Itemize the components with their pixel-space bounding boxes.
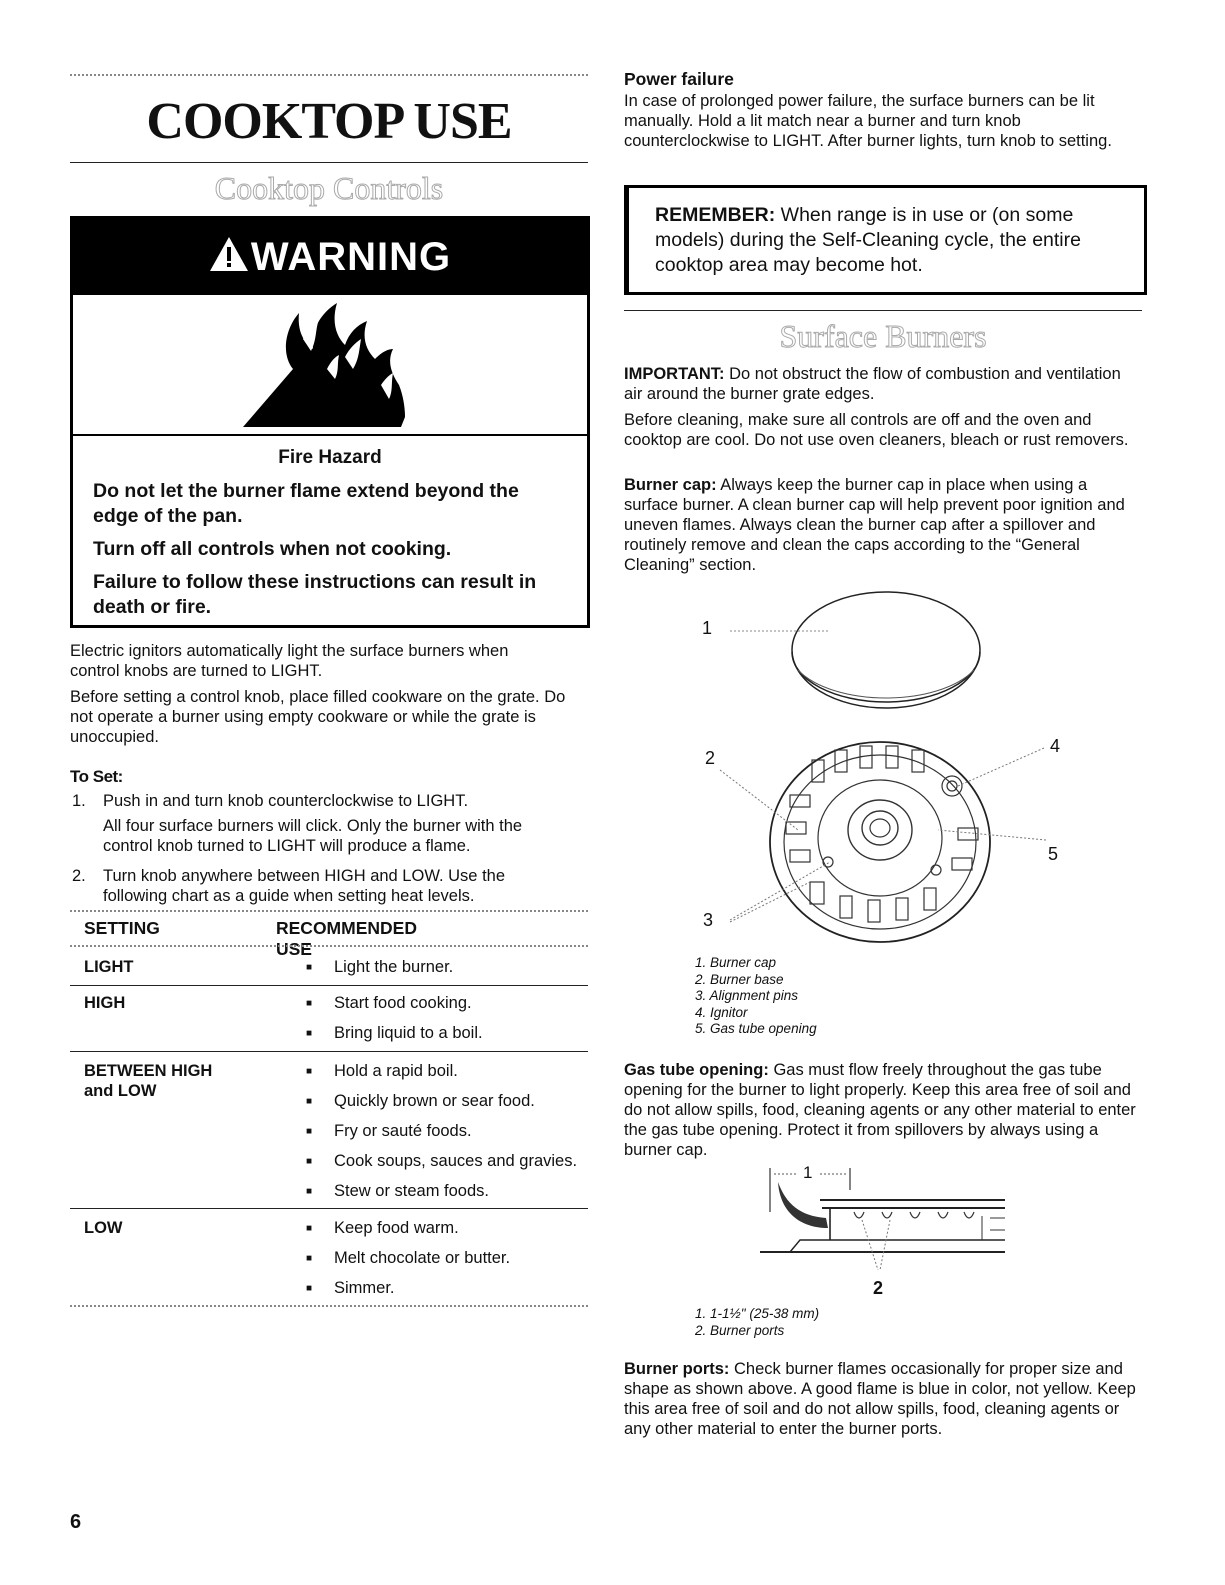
use-item: ■ Light the burner. [306,957,453,987]
fig2-callout-1: 1 [803,1163,813,1182]
remember-box [624,185,1147,295]
before-cleaning-paragraph: Before cleaning, make sure all controls are off and the oven and cooktop are cool. Do not use oven cleaners, bleach or rust removers. [624,411,1129,449]
callout-4: 4 [1050,736,1061,756]
fig2-callout-2: 2 [873,1278,884,1298]
caption-line: 2. Burner base [695,971,784,987]
figure-1-captions [695,955,817,1038]
warning-line-1: Do not let the burner flame extend beyond the edge of the pan. [93,480,519,527]
use-item: ■ Simmer. [306,1278,510,1308]
use-item: ■ Fry or sauté foods. [306,1121,577,1151]
step-2-text: Turn knob anywhere between HIGH and LOW. Use the following chart as a guide when setting heat levels. [103,867,506,905]
burner-cap-label: Burner cap: [624,476,717,494]
page-title: COOKTOP USE [146,93,512,150]
remember-label: REMEMBER: [655,204,776,226]
burner-cap-text: Always keep the burner cap in place when using a surface burner. A clean burner cap will help prevent poor ignition and uneven flames. Always clean the burner cap after a spillover and routinely remove and clean the caps according to the “General Cleaning” section. [624,476,1125,574]
table-row-rule [70,1208,588,1209]
to-set-heading: To Set: [70,767,123,786]
table-header-setting: SETTING [84,918,160,938]
fire-hazard-icon [241,299,421,434]
caption-line: 2. Burner ports [695,1322,785,1338]
warning-banner [73,219,587,295]
recommended-uses [306,1061,577,1211]
use-item: ■ Melt chocolate or butter. [306,1248,510,1278]
callout-3: 3 [703,910,714,930]
setting-name: LOW [84,1219,123,1237]
warning-line-2: Turn off all controls when not cooking. [93,538,452,560]
callout-2: 2 [705,748,716,768]
burner-ports-label: Burner ports: [624,1360,730,1378]
step-1-note: All four surface burners will click. Only the burner with the control knob turned to LIGHT will produce a flame. [103,817,523,855]
caption-line: 5. Gas tube opening [695,1021,817,1036]
table-row-rule [70,985,588,986]
gas-tube-paragraph [624,1060,1139,1160]
warning-hazard-title: Fire Hazard [278,447,382,468]
recommended-uses [306,957,453,987]
warning-box [70,216,590,628]
important-paragraph [624,364,1134,404]
setting-name: LIGHT [84,958,134,976]
important-text: Do not obstruct the flow of combustion and ventilation air around the burner grate edges. [624,365,1121,403]
gas-tube-text: Gas must flow freely throughout the gas tube opening for the burner to light properly. Keep this area free of soil and do not allow spills, food, cleaning agents or any other material to enter the gas tube opening. Protect it from spillovers by always using a burner cap. [624,1061,1136,1159]
caption-line: 1. 1-1½" (25-38 mm) [695,1306,820,1321]
section-heading-cooktop-controls: Cooktop Controls [214,170,444,206]
remember-body: When range is in use or (on some models) during the Self-Cleaning cycle, the entire cooktop area may become hot. [655,204,1081,276]
warning-line-3: Failure to follow these instructions can result in death or fire. [93,571,537,618]
table-row-rule [70,1051,588,1052]
title-bottom-rule [70,162,588,163]
title-top-rule [70,74,588,76]
warning-label: WARNING [250,235,452,279]
use-item: ■ Quickly brown or sear food. [306,1091,577,1121]
power-failure-text: In case of prolonged power failure, the surface burners can be lit manually. Hold a lit match near a burner and turn knob counterclockwise to LIGHT. After burner lights, turn knob to setting. [624,92,1112,150]
use-item: ■ Bring liquid to a boil. [306,1023,483,1053]
warning-divider [73,434,587,436]
surface-burners-top-rule [624,310,1142,311]
table-header-rule [70,945,588,947]
recommended-uses [306,993,483,1053]
table-top-rule [70,910,588,912]
table-header-recommended-use: RECOMMENDED USE [276,918,417,959]
setting-name: HIGH [84,994,126,1012]
section-heading-surface-burners: Surface Burners [779,318,987,354]
table-bottom-rule [70,1305,588,1307]
use-item: ■ Keep food warm. [306,1218,510,1248]
recommended-uses [306,1218,510,1308]
ignitor-paragraph: Electric ignitors automatically light the surface burners when control knobs are turned to LIGHT. [70,642,509,680]
burner-ports-paragraph [624,1359,1139,1439]
step-2-number: 2. [72,867,86,885]
figure-2-captions [695,1306,819,1339]
callout-5: 5 [1048,844,1059,864]
caption-line: 3. Alignment pins [695,988,799,1003]
flame-height-figure [750,1160,1020,1300]
callout-1: 1 [702,618,713,638]
burner-cap-paragraph [624,475,1139,575]
remember-text [655,203,1125,278]
step-1-text: Push in and turn knob counterclockwise to LIGHT. [103,792,469,810]
cookware-paragraph: Before setting a control knob, place filled cookware on the grate. Do not operate a burner using empty cookware or while the grate is unoccupied. [70,688,566,746]
burner-ports-text: Check burner flames occasionally for proper size and shape as shown above. A good flame is blue in color, not yellow. Keep this area free of soil and do not allow spills, food, cleaning agents or any other material to enter the burner ports. [624,1360,1136,1438]
use-item: ■ Hold a rapid boil. [306,1061,577,1091]
warning-triangle-icon [209,221,249,297]
use-item: ■ Cook soups, sauces and gravies. [306,1151,577,1181]
important-label: IMPORTANT: [624,365,725,383]
step-1-number: 1. [72,792,86,810]
caption-line: 4. Ignitor [695,1004,748,1020]
gas-tube-label: Gas tube opening: [624,1061,769,1079]
power-failure-heading: Power failure [624,69,734,89]
use-item: ■ Stew or steam foods. [306,1181,577,1211]
use-item: ■ Start food cooking. [306,993,483,1023]
burner-assembly-figure [690,590,1090,950]
caption-line: 1. Burner cap [695,955,777,970]
setting-name: BETWEEN HIGH and LOW [84,1062,213,1100]
page-number: 6 [70,1511,82,1533]
